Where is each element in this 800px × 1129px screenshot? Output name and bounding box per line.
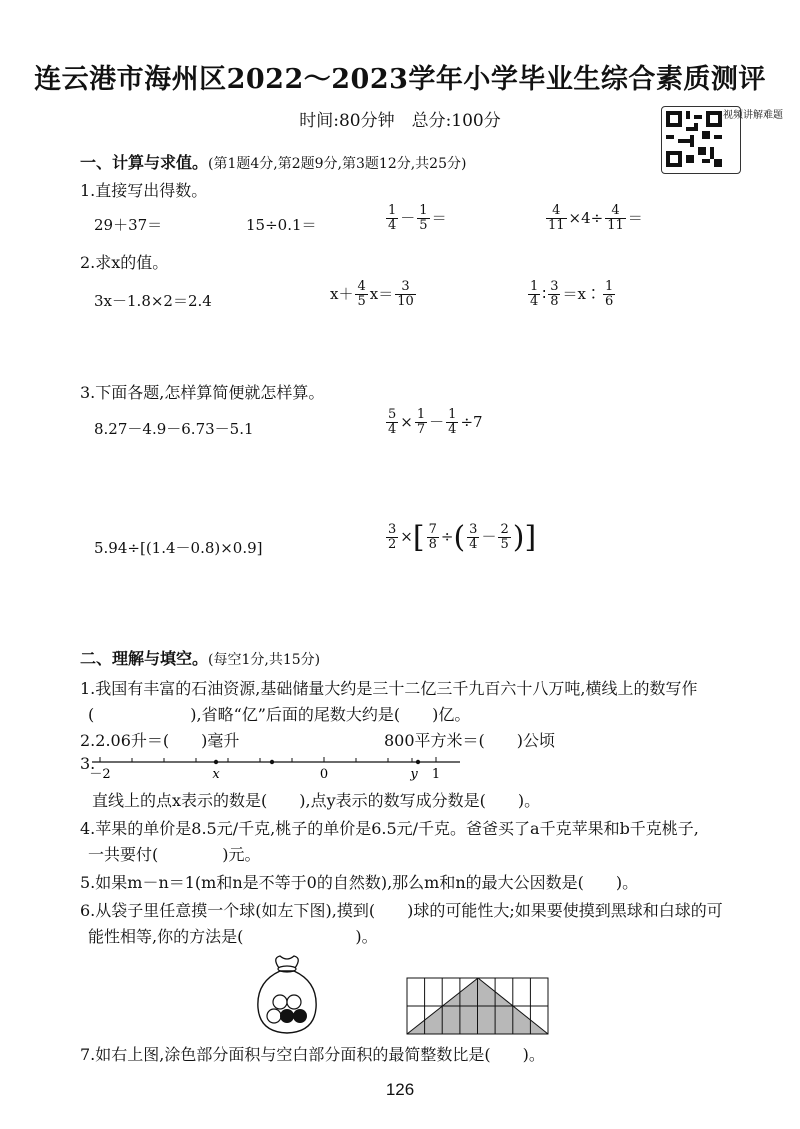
section2-heading (80, 646, 320, 669)
s2-q5: 5.如果m－n＝1(m和n是不等于0的自然数),那么m和n的最大公因数是( )。 (80, 873, 639, 892)
white-ball (267, 1009, 281, 1023)
number-line-ticks (100, 757, 436, 762)
fraction: $\frac{4}{5}$ (357, 279, 366, 310)
q3-expr-1: 8.27－4.9－6.73－5.1 (94, 420, 254, 438)
section2-note: (每空1分,共15分) (208, 652, 321, 668)
s2-q2-left: 2.2.06升＝( )毫升 (80, 731, 240, 750)
point-mark (270, 760, 274, 764)
s2-q6-line2: 能性相等,你的方法是( )。 (88, 927, 378, 946)
qr-caption: 视频讲解难题 (723, 110, 783, 121)
ball-bag-figure (252, 952, 322, 1036)
q1-expr-3: $\frac{1}{4}$ － $\frac{1}{5}$ ＝ (388, 203, 447, 234)
shaded-grid-figure (406, 976, 550, 1036)
section1-title: 一、计算与求值。 (80, 153, 209, 172)
fraction: $\frac{1}{4}$ (388, 203, 397, 234)
fraction: $\frac{2}{5}$ (500, 521, 509, 552)
q3-expr-4: $\frac{3}{2}$ ×[ $\frac{7}{8}$ ÷( $\frac{3}{4}$ － $\frac{2}{5}$ )] (388, 520, 537, 555)
s2-q1-line1: 1.我国有丰富的石油资源,基础储量大约是三十二亿三千九百六十八万吨,横线上的数写作 (80, 679, 698, 698)
fraction: $\frac{1}{6}$ (604, 279, 614, 310)
white-ball (287, 995, 301, 1009)
qr-code-box[interactable] (661, 106, 783, 174)
s2-q7: 7.如右上图,涂色部分面积与空白部分面积的最简整数比是( )。 (80, 1045, 545, 1064)
q2-expr-3: $\frac{1}{4}$ ∶ $\frac{3}{8}$ ＝x∶ $\frac{1}{6}$ (530, 279, 614, 310)
fraction: $\frac{1}{7}$ (416, 407, 426, 438)
page-number: 126 (385, 1080, 415, 1099)
fraction: $\frac{5}{4}$ (388, 407, 397, 438)
s2-q4-line1: 4.苹果的单价是8.5元/千克,桃子的单价是6.5元/千克。爸爸买了a千克苹果和b千克桃子, (80, 819, 699, 838)
s2-q1-line2: ( ),省略“亿”后面的尾数大约是( )亿。 (88, 705, 471, 724)
fraction: $\frac{7}{8}$ (428, 521, 437, 552)
fraction: $\frac{3}{8}$ (550, 279, 559, 310)
q3-expr-2: $\frac{5}{4}$ × $\frac{1}{7}$ － $\frac{1}{4}$ ÷7 (388, 407, 483, 438)
s2-q4-line2: 一共要付( )元。 (88, 845, 261, 864)
q1-expr-1: 29＋37＝ (94, 216, 163, 234)
q3-expr-3: 5.94÷[(1.4－0.8)×0.9] (94, 539, 263, 557)
section1-heading (80, 150, 466, 173)
s2-q3-text: 直线上的点x表示的数是( ),点y表示的数写成分数是( )。 (92, 791, 541, 810)
s2-q3-label: 3. (80, 754, 96, 773)
white-ball (273, 995, 287, 1009)
section1-note: (第1题4分,第2题9分,第3题12分,共25分) (208, 156, 467, 172)
exam-meta: 时间:80分钟 总分:100分 (299, 111, 501, 131)
s2-q6-line1: 6.从袋子里任意摸一个球(如左下图),摸到( )球的可能性大;如果要使摸到黑球和白球的可 (80, 901, 723, 920)
q2-expr-1: 3x－1.8×2＝2.4 (94, 292, 212, 310)
fraction: $\frac{1}{5}$ (419, 203, 428, 234)
fraction: $\frac{1}{4}$ (530, 279, 539, 310)
black-ball (293, 1009, 307, 1023)
black-ball (280, 1009, 294, 1023)
fraction: $\frac{4}{11}$ (548, 203, 565, 234)
point-x (214, 760, 218, 764)
qr-code-icon (666, 111, 722, 167)
q3-label: 3.下面各题,怎样算简便就怎样算。 (80, 383, 325, 402)
label-0: 0 (319, 767, 329, 782)
fraction: $\frac{3}{10}$ (397, 279, 414, 310)
fraction: $\frac{1}{4}$ (448, 407, 457, 438)
fraction: $\frac{3}{2}$ (388, 521, 397, 552)
label-minus-2: －2 (89, 767, 111, 782)
q1-expr-2: 15÷0.1＝ (246, 216, 317, 234)
fraction: $\frac{3}{4}$ (469, 521, 478, 552)
page-title: 连云港市海州区2022～2023学年小学毕业生综合素质测评 (34, 64, 766, 95)
label-1: 1 (431, 767, 441, 782)
section2-title: 二、理解与填空。 (80, 649, 209, 668)
q1-label: 1.直接写出得数。 (80, 181, 208, 200)
number-line (88, 754, 468, 786)
q2-label: 2.求x的值。 (80, 253, 169, 272)
label-y: y (410, 767, 418, 782)
q1-expr-4: $\frac{4}{11}$ ×4÷ $\frac{4}{11}$ ＝ (548, 203, 643, 234)
point-y (416, 760, 420, 764)
q2-expr-2: x＋ $\frac{4}{5}$ x＝ $\frac{3}{10}$ (330, 279, 414, 310)
label-x: x (212, 767, 220, 782)
fraction: $\frac{4}{11}$ (607, 203, 624, 234)
s2-q2-right: 800平方米＝( )公顷 (384, 731, 556, 750)
